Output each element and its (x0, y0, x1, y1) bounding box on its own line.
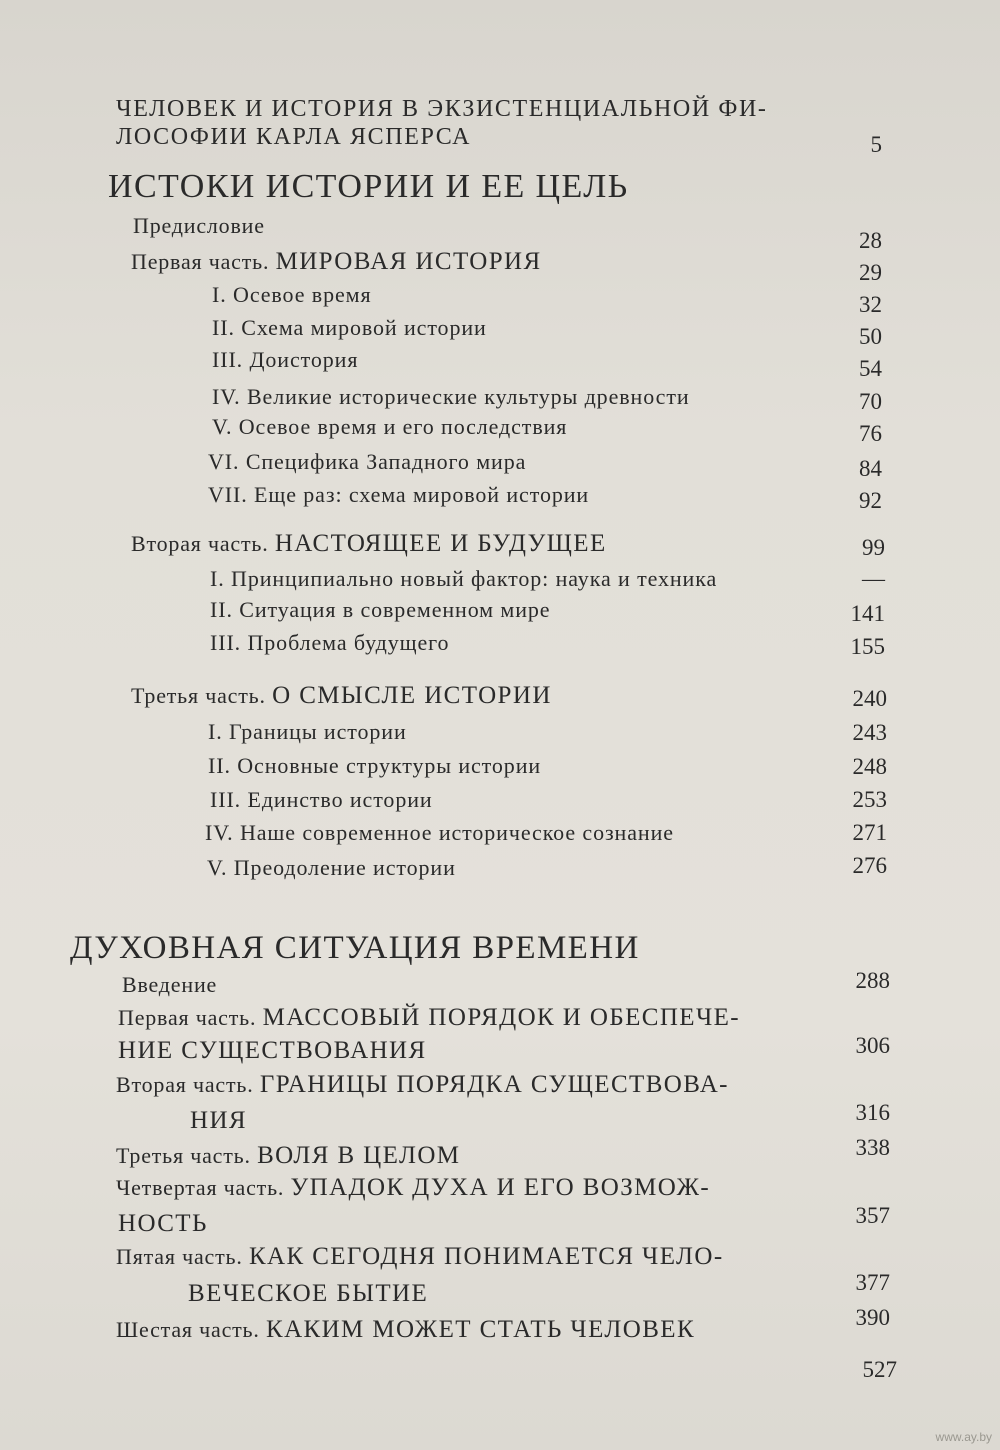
part-title-continued: НИЯ (190, 1107, 247, 1134)
part-label: Первая часть. (131, 249, 270, 274)
page-number: 92 (859, 488, 882, 513)
toc-part-heading (116, 1316, 695, 1344)
page-number: 141 (850, 601, 885, 626)
toc-chapter: VII. Еще раз: схема мировой истории (208, 482, 590, 507)
page-number: 306 (855, 1033, 890, 1058)
part-title: КАК СЕГОДНЯ ПОНИМАЕТСЯ ЧЕЛО- (248, 1243, 724, 1270)
page-number: — (862, 566, 885, 591)
part-label: Третья часть. (116, 1143, 251, 1168)
toc-chapter: I. Принципиально новый фактор: наука и техника (210, 566, 718, 591)
page-number: 28 (859, 228, 882, 253)
page-number: 248 (852, 754, 887, 779)
toc-chapter: II. Ситуация в современном мире (210, 597, 551, 622)
toc-part-heading (131, 530, 607, 558)
section-title: ИСТОКИ ИСТОРИИ И ЕЕ ЦЕЛЬ (108, 168, 629, 205)
page-number: 377 (855, 1270, 890, 1295)
page-number: 288 (855, 968, 890, 993)
toc-intro: Введение (122, 972, 218, 997)
section-title: ДУХОВНАЯ СИТУАЦИЯ ВРЕМЕНИ (70, 930, 640, 966)
watermark: www.ay.by (935, 1430, 992, 1444)
toc-part-heading (116, 1243, 724, 1271)
part-title: УПАДОК ДУХА И ЕГО ВОЗМОЖ- (290, 1174, 711, 1201)
part-title: МАССОВЫЙ ПОРЯДОК И ОБЕСПЕЧЕ- (262, 1004, 740, 1031)
page-number: 276 (852, 853, 887, 878)
page-number: 338 (855, 1135, 890, 1160)
part-title: ВОЛЯ В ЦЕЛОМ (257, 1142, 461, 1169)
toc-chapter: I. Границы истории (208, 719, 407, 744)
toc-chapter: V. Осевое время и его последствия (212, 414, 568, 439)
page-number: 50 (859, 324, 882, 349)
page-number: 84 (859, 456, 882, 481)
part-title-continued: НОСТЬ (118, 1210, 208, 1237)
page-number: 527 (862, 1357, 897, 1382)
toc-preface: Предисловие (133, 213, 265, 238)
toc-chapter: V. Преодоление истории (207, 855, 456, 880)
toc-part-heading (131, 682, 552, 710)
toc-part-heading (118, 1004, 740, 1032)
page-number: 54 (859, 356, 882, 381)
part-label: Четвертая часть. (116, 1175, 285, 1200)
essay-title-line-2: ЛОСОФИИ КАРЛА ЯСПЕРСА (116, 124, 472, 150)
toc-chapter: II. Основные структуры истории (208, 753, 542, 778)
part-title: МИРОВАЯ ИСТОРИЯ (275, 248, 542, 275)
toc-chapter: I. Осевое время (212, 282, 372, 307)
part-title: КАКИМ МОЖЕТ СТАТЬ ЧЕЛОВЕК (266, 1316, 696, 1343)
page-number: 240 (852, 686, 887, 711)
page-number: 76 (859, 421, 882, 446)
page-number: 5 (870, 132, 882, 157)
page-number: 29 (859, 260, 882, 285)
page-number: 271 (852, 820, 887, 845)
toc-chapter: IV. Наше современное историческое сознание (205, 820, 674, 845)
part-title-continued: НИЕ СУЩЕСТВОВАНИЯ (118, 1037, 427, 1064)
page-number: 99 (862, 535, 885, 560)
part-label: Первая часть. (118, 1005, 257, 1030)
essay-title-line-1: ЧЕЛОВЕК И ИСТОРИЯ В ЭКЗИСТЕНЦИАЛЬНОЙ ФИ- (116, 96, 768, 122)
part-title: ГРАНИЦЫ ПОРЯДКА СУЩЕСТВОВА- (259, 1071, 729, 1098)
toc-chapter: IV. Великие исторические культуры древности (212, 384, 690, 409)
part-label: Шестая часть. (116, 1317, 260, 1342)
page-number: 316 (855, 1100, 890, 1125)
toc-part-heading (116, 1142, 460, 1170)
page-number: 357 (855, 1203, 890, 1228)
toc-part-heading (131, 248, 542, 276)
part-label: Третья часть. (131, 683, 266, 708)
page-number: 155 (850, 634, 885, 659)
page-number: 32 (859, 292, 882, 317)
page-number: 243 (852, 720, 887, 745)
part-label: Вторая часть. (131, 531, 269, 556)
page-number: 253 (852, 787, 887, 812)
toc-part-heading (116, 1071, 729, 1099)
page-number: 70 (859, 389, 882, 414)
part-label: Вторая часть. (116, 1072, 254, 1097)
toc-chapter: VI. Специфика Западного мира (208, 449, 527, 474)
part-title: НАСТОЯЩЕЕ И БУДУЩЕЕ (274, 530, 607, 557)
page-number: 390 (855, 1305, 890, 1330)
toc-chapter: III. Единство истории (210, 787, 433, 812)
toc-part-heading (116, 1174, 710, 1202)
part-label: Пятая часть. (116, 1244, 243, 1269)
part-title-continued: ВЕЧЕСКОЕ БЫТИЕ (188, 1280, 429, 1307)
toc-chapter: III. Доистория (212, 347, 359, 372)
toc-chapter: II. Схема мировой истории (212, 315, 487, 340)
toc-chapter: III. Проблема будущего (210, 630, 450, 655)
part-title: О СМЫСЛЕ ИСТОРИИ (272, 682, 552, 709)
